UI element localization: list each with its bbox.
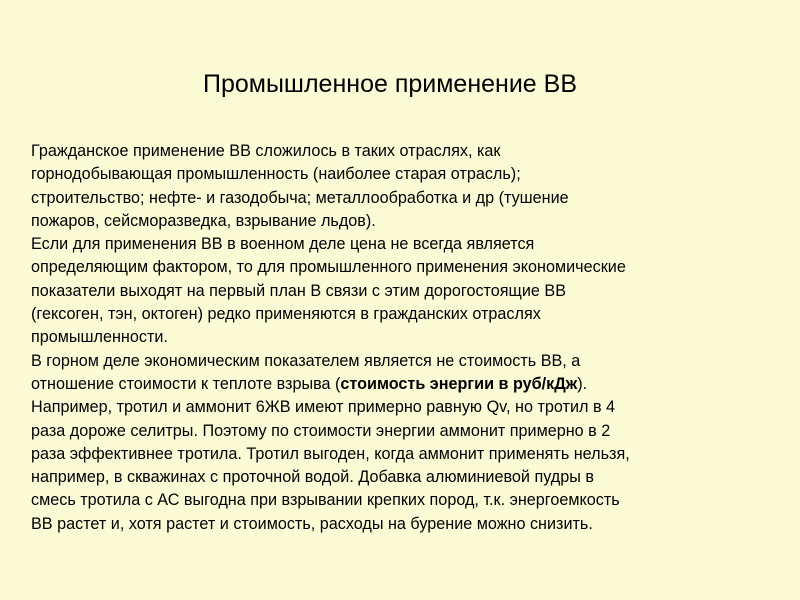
text-line: Например, тротил и аммонит 6ЖВ имеют примерно равную Qv, но тротил в 4 [31, 398, 616, 417]
text-line: раза дороже селитры. Поэтому по стоимости энергии аммонит примерно в 2 [31, 421, 611, 440]
text-line: горнодобывающая промышленность (наиболее старая отрасль); [31, 165, 521, 184]
text-line: Если для применения ВВ в военном деле цена не всегда является [31, 235, 535, 254]
text-segment: отношение стоимости к теплоте взрыва ( [31, 374, 341, 393]
slide-title: Промышленное применение ВВ [202, 70, 578, 98]
text-line: В горном деле экономическим показателем является не стоимость ВВ, а [31, 351, 581, 370]
text-line: смесь тротила с АС выгодна при взрывании крепких пород, т.к. энергоемкость [31, 491, 620, 510]
text-line: показатели выходят на первый план В связи с этим дорогостоящие ВВ [31, 281, 566, 300]
text-line: раза эффективнее тротила. Тротил выгоден, когда аммонит применять нельзя, [31, 444, 630, 463]
text-line: строительство; нефте- и газодобыча; металлообработка и др (тушение [31, 188, 569, 207]
text-line: ВВ растет и, хотя растет и стоимость, расходы на бурение можно снизить. [31, 514, 593, 533]
text-line: пожаров, сейсморазведка, взрывание льдов). [31, 211, 376, 230]
text-line: промышленности. [31, 328, 168, 347]
slide-body-text [31, 140, 786, 536]
text-line: Гражданское применение ВВ сложилось в таких отраслях, как [31, 142, 501, 160]
text-line: например, в скважинах с проточной водой. Добавка алюминиевой пудры в [31, 468, 594, 487]
text-line: (гексоген, тэн, октоген) редко применяются в гражданских отраслях [31, 305, 541, 324]
text-segment: ). [577, 374, 588, 393]
text-line: определяющим фактором, то для промышленного применения экономические [31, 258, 626, 277]
text-line-with-bold [31, 373, 786, 396]
energy-cost-highlight: стоимость энергии в руб/кДж [340, 374, 578, 393]
